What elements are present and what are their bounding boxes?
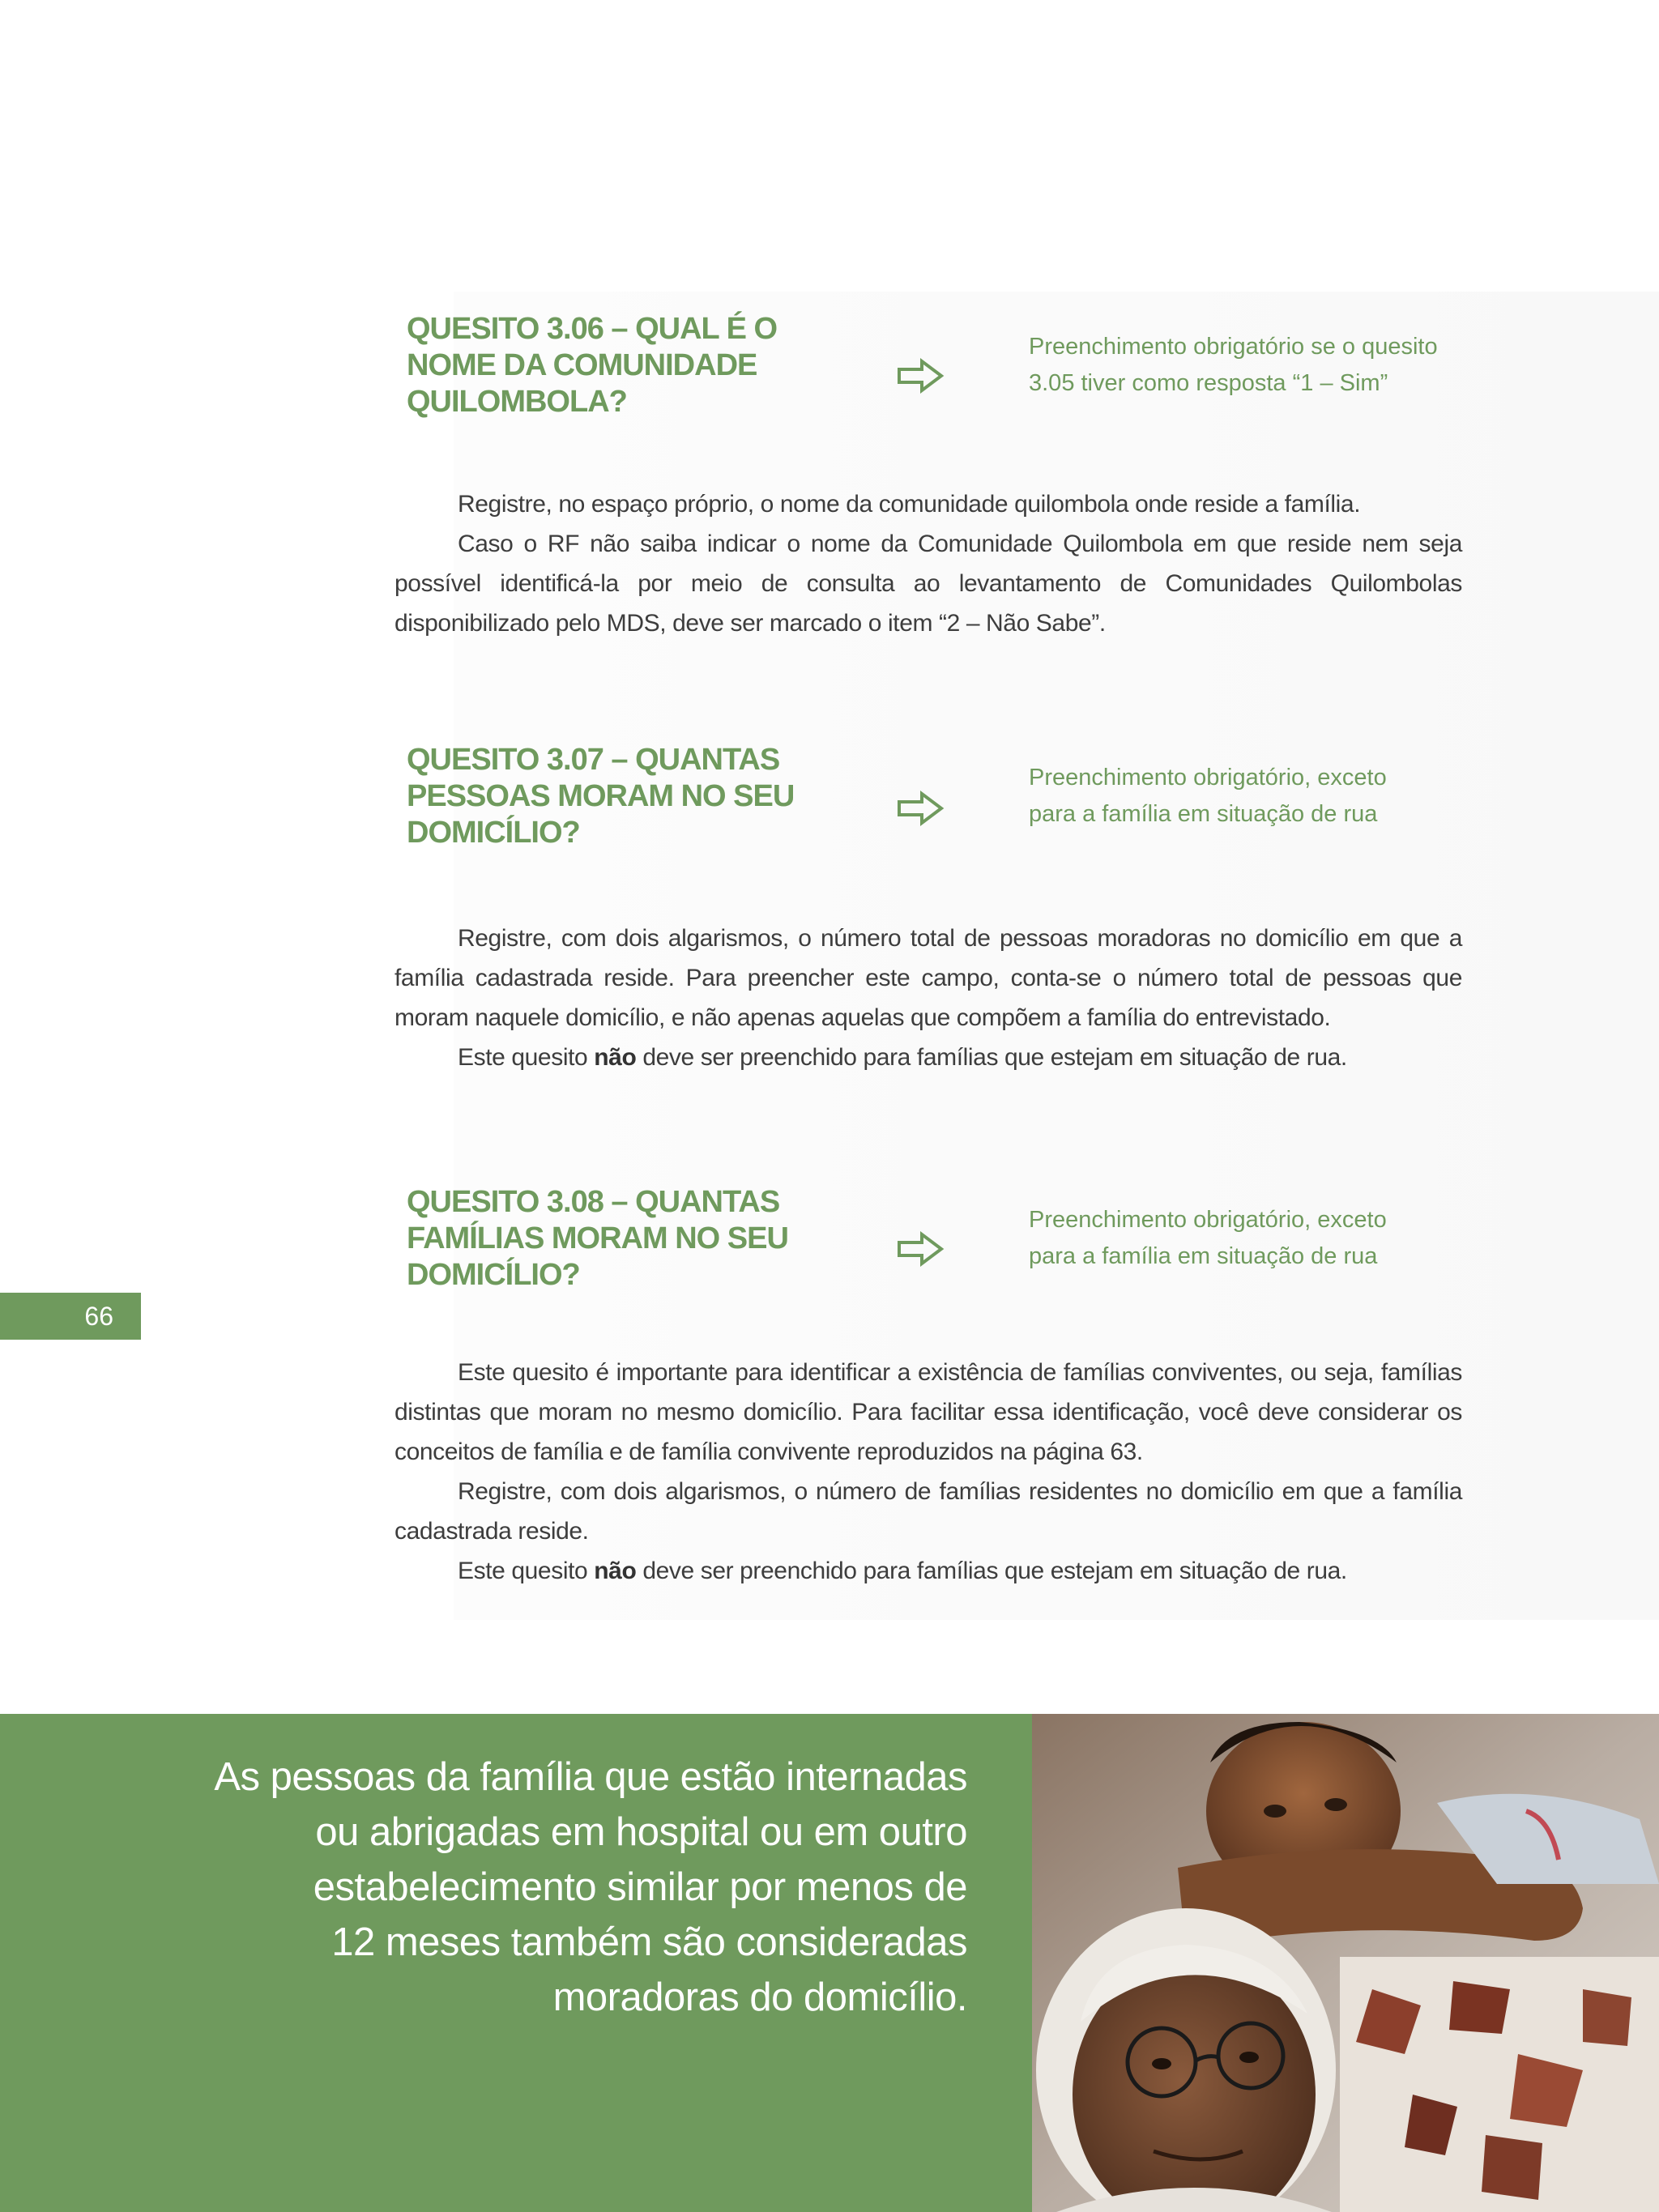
fill-requirement-note: Preenchimento obrigatório, exceto para a família em situação de rua: [1029, 1207, 1387, 1269]
quesito-body: [394, 1353, 1462, 1591]
arrow-right-icon: [896, 356, 945, 395]
arrow-right-icon: [896, 1230, 945, 1268]
elderly-woman-and-child-photo: [1032, 1714, 1659, 2212]
quesito-title: QUESITO 3.07 – QUANTAS PESSOAS MORAM NO SEU DOMICÍLIO?: [407, 743, 795, 850]
paragraph: Registre, com dois algarismos, o número total de pessoas moradoras no domicílio em que a família cadastrada reside. Para preencher este campo, conta-se o número total de pessoas que moram naquele domicílio, e não apenas aquelas que compõem a família do entrevistado.: [394, 925, 1462, 1031]
paragraph: Caso o RF não saiba indicar o nome da Comunidade Quilombola em que reside nem seja possível identificá-la por meio de consulta ao levantamento de Comunidades Quilombolas disponibilizado pelo MDS, deve ser marcado o item “2 – Não Sabe”.: [394, 531, 1462, 637]
paragraph: Este quesito não deve ser preenchido para famílias que estejam em situação de rua.: [458, 1044, 1347, 1071]
quesito-body: [394, 484, 1462, 643]
page-number: 66: [0, 1293, 141, 1340]
paragraph: Este quesito não deve ser preenchido para famílias que estejam em situação de rua.: [458, 1558, 1347, 1584]
quesito-title: QUESITO 3.06 – QUAL É O NOME DA COMUNIDADE QUILOMBOLA?: [407, 312, 778, 419]
quesito-title: QUESITO 3.08 – QUANTAS FAMÍLIAS MORAM NO SEU DOMICÍLIO?: [407, 1185, 788, 1292]
quesito-body: [394, 918, 1462, 1077]
fill-requirement-note: Preenchimento obrigatório se o quesito 3.05 tiver como resposta “1 – Sim”: [1029, 334, 1438, 396]
callout-text: As pessoas da família que estão internadas ou abrigadas em hospital ou em outro estabelecimento similar por menos de 12 meses também são consideradas moradoras do domicílio.: [214, 1755, 967, 2019]
paragraph: Este quesito é importante para identificar a existência de famílias conviventes, ou seja, famílias distintas que moram no mesmo domicílio. Para facilitar essa identificação, você deve considerar os conceitos de família e de família convivente reproduzidos na página 63.: [394, 1359, 1462, 1465]
arrow-right-icon: [896, 789, 945, 828]
callout-banner: [0, 1714, 1032, 2212]
paragraph: Registre, com dois algarismos, o número de famílias residentes no domicílio em que a família cadastrada reside.: [394, 1478, 1462, 1545]
fill-requirement-note: Preenchimento obrigatório, exceto para a família em situação de rua: [1029, 765, 1387, 827]
paragraph: Registre, no espaço próprio, o nome da comunidade quilombola onde reside a família.: [458, 491, 1361, 518]
